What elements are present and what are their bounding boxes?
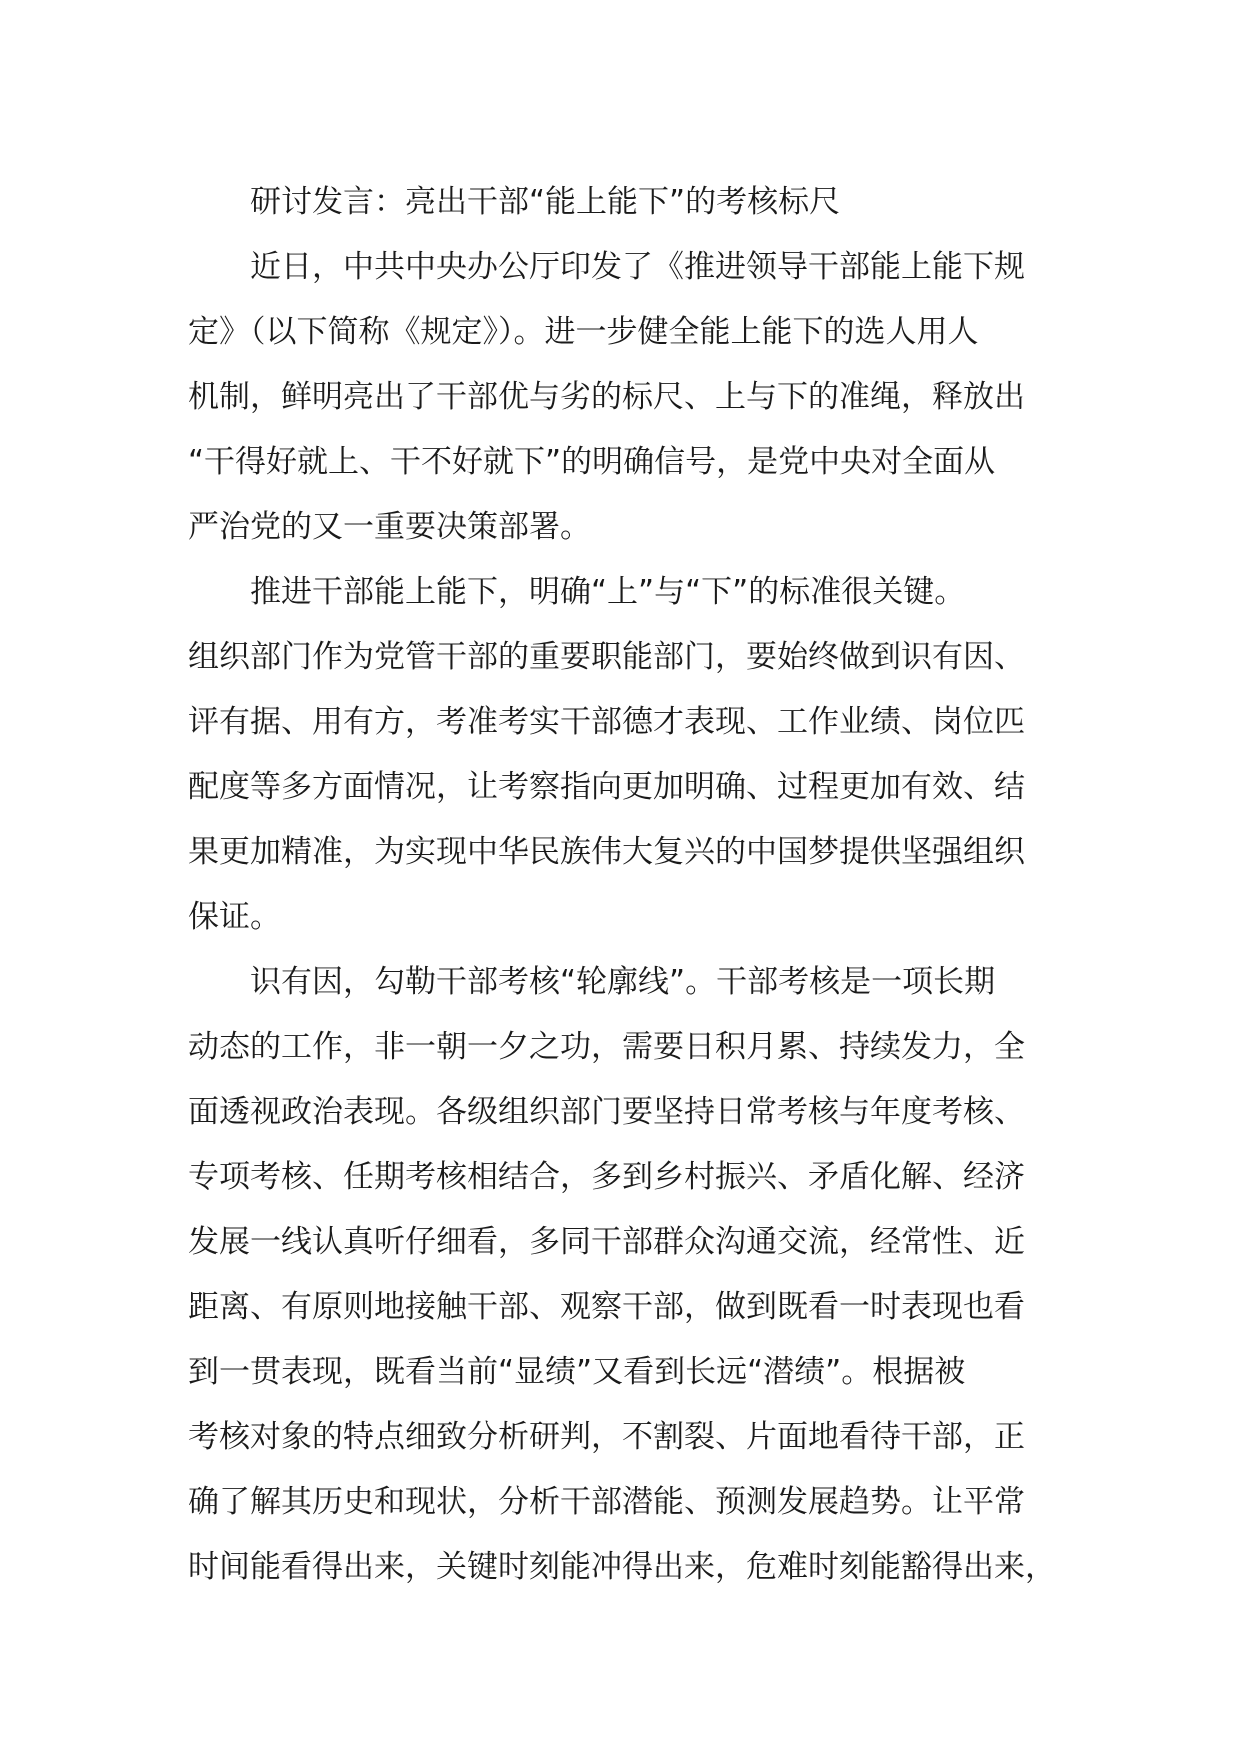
paragraph-line: 配度等多方面情况，让考察指向更加明确、过程更加有效、结 [188,769,1025,805]
paragraph-line: 面透视政治表现。各级组织部门要坚持日常考核与年度考核、 [188,1094,1025,1130]
paragraph-line: 确了解其历史和现状，分析干部潜能、预测发展趋势。让平常 [188,1484,1025,1520]
paragraph-line: 组织部门作为党管干部的重要职能部门，要始终做到识有因、 [188,639,1025,675]
document-body [188,170,1056,1600]
document-title: 研讨发言：亮出干部“能上能下”的考核标尺 [250,184,841,220]
paragraph-3 [188,950,1056,1600]
paragraph-line: 保证。 [188,899,281,935]
paragraph-line: 评有据、用有方，考准考实干部德才表现、工作业绩、岗位匹 [188,704,1025,740]
paragraph-line: 动态的工作，非一朝一夕之功，需要日积月累、持续发力，全 [188,1029,1025,1065]
paragraph-1 [188,235,1056,560]
paragraph-line: 识有因，勾勒干部考核“轮廓线”。干部考核是一项长期 [250,964,996,1000]
paragraph-line: 推进干部能上能下，明确“上”与“下”的标准很关键。 [250,574,966,610]
paragraph-line: 距离、有原则地接触干部、观察干部，做到既看一时表现也看 [188,1289,1025,1325]
paragraph-line: 近日，中共中央办公厅印发了《推进领导干部能上能下规 [250,249,1025,285]
paragraph-line: “干得好就上、干不好就下”的明确信号，是党中央对全面从 [188,444,996,480]
paragraph-line: 果更加精准，为实现中华民族伟大复兴的中国梦提供坚强组织 [188,834,1025,870]
paragraph-line: 机制，鲜明亮出了干部优与劣的标尺、上与下的准绳，释放出 [188,379,1025,415]
paragraph-2 [188,560,1056,950]
paragraph-line: 发展一线认真听仔细看，多同干部群众沟通交流，经常性、近 [188,1224,1025,1260]
paragraph-line: 严治党的又一重要决策部署。 [188,509,591,545]
paragraph-line: 到一贯表现，既看当前“显绩”又看到长远“潜绩”。根据被 [188,1354,966,1390]
paragraph-line: 专项考核、任期考核相结合，多到乡村振兴、矛盾化解、经济 [188,1159,1025,1195]
paragraph-line: 时间能看得出来，关键时刻能冲得出来，危难时刻能豁得出来， [188,1549,1056,1585]
paragraph-line: 考核对象的特点细致分析研判，不割裂、片面地看待干部，正 [188,1419,1025,1455]
paragraph-line: 定》（以下简称《规定》）。进一步健全能上能下的选人用人 [188,314,979,350]
